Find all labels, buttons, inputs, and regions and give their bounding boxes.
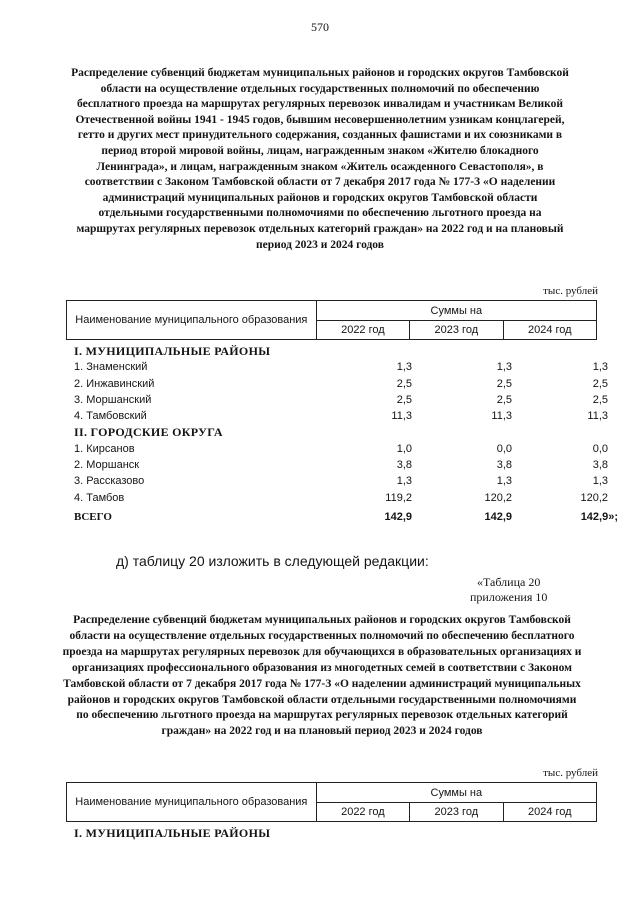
value-2022: 119,2 [385, 491, 412, 504]
header-sums: Суммы на [316, 301, 596, 321]
row-name: 4. Тамбовский [74, 410, 147, 423]
value-2023: 11,3 [491, 410, 512, 423]
row-name: 4. Тамбов [74, 491, 125, 504]
section-districts [74, 343, 584, 359]
header-year-2024: 2024 год [503, 803, 596, 822]
table20-title: Распределение субвенций бюджетам муниципальных районов и городских округов Тамбовской области на осуществление отдельных государственных полномочий по обеспечению бесплатного проезда на маршрутах регулярных перевозок для обучающихся в образовательных организациях и организациях профессионального образования из многодетных семей в соответствии с Законом Тамбовской области от 7 декабря 2017 года № 177-З «О наделении администраций муниципальных районов и городских округов Тамбовской области отдельными государственными полномочиями по обеспечению льготного проезда на маршрутах регулярных перевозок отдельных категорий граждан» на 2022 год и на плановый период 2023 и 2024 годов [62, 614, 582, 738]
ref-table-number: «Таблица 20 [477, 575, 541, 589]
table-row [74, 359, 608, 375]
section-label: II. ГОРОДСКИЕ ОКРУГА [74, 425, 223, 440]
header-name-col: Наименование муниципального образования [67, 301, 317, 340]
table19-header [66, 300, 597, 340]
table20-section-districts: I. МУНИЦИПАЛЬНЫЕ РАЙОНЫ [74, 826, 271, 840]
header-name-col: Наименование муниципального образования [67, 783, 317, 822]
header-year-2024: 2024 год [503, 321, 596, 340]
header-year-2023: 2023 год [410, 321, 503, 340]
value-2024: 1,3 [592, 475, 608, 488]
value-2024: 2,5 [592, 377, 608, 390]
total-2022: 142,9 [384, 510, 412, 523]
table-row [74, 441, 608, 457]
table-row [74, 408, 608, 424]
total-label: ВСЕГО [74, 510, 112, 523]
row-name: 3. Моршанский [74, 393, 152, 406]
table19-units: тыс. рублей [543, 285, 598, 297]
table19-body [74, 343, 618, 525]
value-2024: 120,2 [580, 491, 608, 504]
table-row [74, 392, 608, 408]
table-row [74, 490, 608, 506]
value-2024: 3,8 [592, 459, 608, 472]
header-year-2022: 2022 год [316, 803, 409, 822]
value-2024: 0,0 [592, 442, 608, 455]
header-year-2022: 2022 год [316, 321, 409, 340]
section-cities [74, 424, 584, 440]
ref-appendix: приложения 10 [470, 590, 548, 604]
page-number: 570 [311, 20, 329, 34]
table-row [74, 376, 608, 392]
instruction-text: д) таблицу 20 изложить в следующей редакции: [116, 553, 429, 569]
value-2022: 11,3 [391, 410, 412, 423]
value-2022: 1,0 [396, 442, 412, 455]
table20-header [66, 782, 597, 822]
header-sums: Суммы на [316, 783, 596, 803]
value-2023: 2,5 [496, 393, 512, 406]
value-2022: 1,3 [396, 361, 412, 374]
row-name: 1. Знаменский [74, 361, 148, 374]
row-name: 1. Кирсанов [74, 442, 135, 455]
value-2022: 1,3 [396, 475, 412, 488]
table20-units: тыс. рублей [543, 767, 598, 779]
value-2023: 1,3 [496, 475, 512, 488]
value-2022: 2,5 [396, 393, 412, 406]
total-2023: 142,9 [484, 510, 512, 523]
total-2024: 142,9»; [580, 510, 618, 523]
table-row [74, 473, 608, 489]
value-2023: 1,3 [496, 361, 512, 374]
value-2022: 3,8 [396, 459, 412, 472]
value-2023: 0,0 [496, 442, 512, 455]
table-reference [470, 575, 547, 605]
row-name: 2. Моршанск [74, 459, 140, 472]
row-name: 3. Рассказово [74, 475, 145, 488]
value-2023: 2,5 [496, 377, 512, 390]
value-2024: 2,5 [592, 393, 608, 406]
value-2024: 11,3 [587, 410, 608, 423]
value-2023: 3,8 [496, 459, 512, 472]
header-year-2023: 2023 год [410, 803, 503, 822]
total-row [74, 509, 618, 525]
row-name: 2. Инжавинский [74, 377, 155, 390]
value-2023: 120,2 [484, 491, 512, 504]
table19-title: Распределение субвенций бюджетам муниципальных районов и городских округов Тамбовской области на осуществление отдельных государственных полномочий по обеспечению бесплатного проезда на маршрутах регулярных перевозок инвалидам и участникам Великой Отечественной войны 1941 - 1945 годов, бывшим несовершеннолетним узникам концлагерей, гетто и других мест принудительного содержания, созданных фашистами и их союзниками в период второй мировой войны, лицам, награжденным знаком «Жителю блокадного Ленинграда», и лицам, награжденным знаком «Житель осажденного Севастополя», в соответствии с Законом Тамбовской области от 7 декабря 2017 года № 177-З «О наделении администраций муниципальных районов и городских округов Тамбовской области отдельными государственными полномочиями по обеспечению льготного проезда на маршрутах регулярных перевозок отдельных категорий граждан» на 2022 год и на плановый период 2023 и 2024 годов [71, 67, 569, 251]
value-2022: 2,5 [396, 377, 412, 390]
section-label: I. МУНИЦИПАЛЬНЫЕ РАЙОНЫ [74, 344, 271, 358]
table-row [74, 457, 608, 473]
value-2024: 1,3 [592, 361, 608, 374]
